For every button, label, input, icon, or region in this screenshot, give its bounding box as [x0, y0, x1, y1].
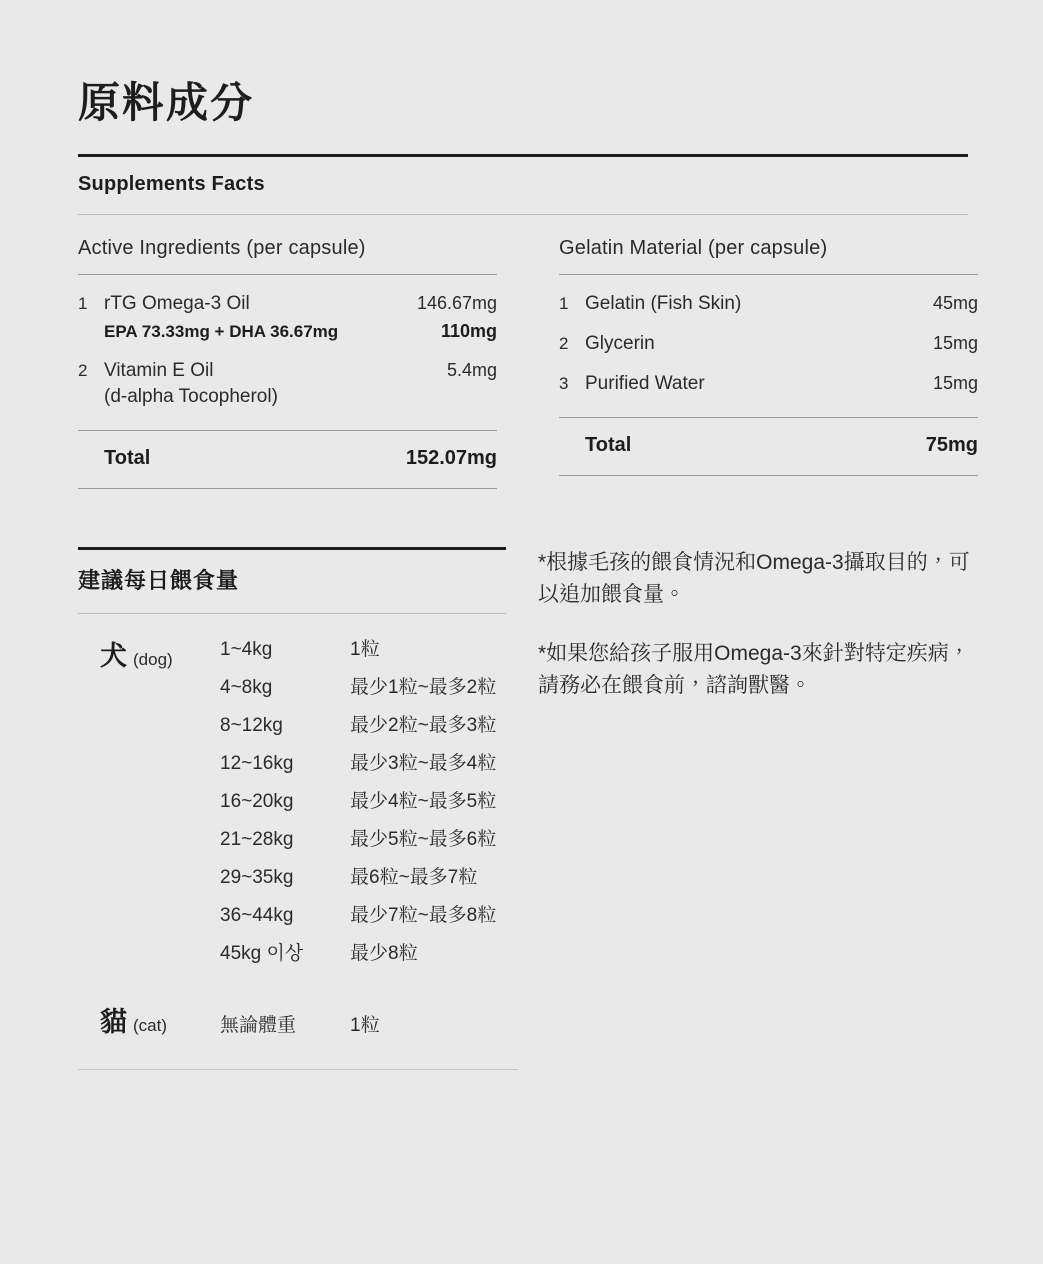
row-index: 1	[78, 294, 88, 314]
row-index: 1	[559, 294, 569, 314]
dog-feeding-block	[78, 634, 518, 976]
feeding-divider-bottom	[78, 1069, 518, 1070]
dose-amount: 最少5粒~最多6粒	[350, 829, 497, 851]
weight-range: 16~20kg	[220, 791, 294, 813]
dog-label	[100, 634, 220, 976]
total-label: Total	[585, 434, 632, 457]
weight-range: 12~16kg	[220, 753, 294, 775]
row-index: 3	[559, 374, 569, 394]
total-divider-top	[78, 430, 497, 431]
feeding-divider-top	[78, 547, 506, 550]
total-row	[559, 434, 978, 457]
dose-amount: 最少2粒~最多3粒	[350, 715, 497, 737]
table-row	[220, 862, 496, 900]
dose-amount: 1粒	[350, 639, 380, 661]
facts-columns	[78, 237, 978, 489]
row-index: 2	[559, 334, 569, 354]
dog-feeding-table	[220, 634, 496, 976]
dose-amount: 1粒	[350, 1015, 380, 1037]
cat-label-en: (cat)	[133, 1016, 167, 1036]
total-value: 152.07mg	[405, 447, 497, 470]
row-value: 15mg	[932, 333, 978, 354]
total-label: Total	[104, 447, 151, 470]
dose-amount: 最少3粒~最多4粒	[350, 753, 497, 775]
row-name: rTG Omega-3 Oil	[104, 293, 250, 315]
weight-range: 1~4kg	[220, 639, 273, 661]
note-consult-vet: *如果您給孩子服用Omega-3來針對特定疾病，請務必在餵食前，諮詢獸醫。	[538, 642, 970, 697]
weight-range: 無論體重	[220, 1015, 297, 1037]
table-row	[220, 748, 496, 786]
cat-feeding-block	[78, 1000, 518, 1039]
active-ingredients-heading-divider	[78, 274, 497, 275]
row-index: 2	[78, 361, 88, 381]
total-divider-bottom	[559, 475, 978, 476]
note-feeding-adjust: *根據毛孩的餵食情況和Omega-3攝取目的，可以追加餵食量。	[538, 551, 970, 606]
supplements-facts-divider	[78, 214, 968, 215]
weight-range: 8~12kg	[220, 715, 283, 737]
row-name: Glycerin	[585, 333, 655, 355]
row-value: 5.4mg	[446, 360, 497, 381]
weight-range: 36~44kg	[220, 905, 294, 927]
feeding-divider-mid	[78, 613, 506, 614]
dose-amount: 最少8粒	[350, 943, 418, 965]
table-row	[78, 360, 497, 382]
cat-label-cjk: 貓	[100, 1007, 127, 1038]
dose-amount: 最少4粒~最多5粒	[350, 791, 497, 813]
active-ingredients-column	[78, 237, 497, 489]
gelatin-material-heading-divider	[559, 274, 978, 275]
total-divider-bottom	[78, 488, 497, 489]
row-value: 15mg	[932, 373, 978, 394]
dose-amount: 最少7粒~最多8粒	[350, 905, 497, 927]
cat-label	[100, 1000, 220, 1039]
feeding-title: 建議每日餵食量	[78, 568, 240, 594]
row-name: Vitamin E Oil	[104, 360, 214, 382]
total-value: 75mg	[925, 434, 978, 457]
table-row	[220, 672, 496, 710]
subrow-name: EPA 73.33mg + DHA 36.67mg	[104, 322, 339, 342]
weight-range: 4~8kg	[220, 677, 273, 699]
total-divider-top	[559, 417, 978, 418]
row-value: 146.67mg	[416, 293, 497, 314]
subrow-value: 110mg	[440, 321, 497, 342]
supplements-facts-label: Supplements Facts	[78, 173, 265, 196]
table-row	[220, 786, 496, 824]
table-row	[78, 293, 497, 315]
weight-range: 21~28kg	[220, 829, 294, 851]
dose-amount: 最少1粒~最多2粒	[350, 677, 497, 699]
total-row	[78, 447, 497, 470]
table-row	[220, 938, 496, 976]
gelatin-material-heading: Gelatin Material (per capsule)	[559, 237, 828, 260]
row-value: 45mg	[932, 293, 978, 314]
table-row	[559, 333, 978, 355]
gelatin-material-column	[559, 237, 978, 489]
weight-range: 29~35kg	[220, 867, 294, 889]
table-row	[220, 634, 496, 672]
notes-column	[518, 547, 988, 1070]
table-subrow	[78, 321, 497, 342]
table-row	[220, 824, 496, 862]
row-name-continuation: (d-alpha Tocopherol)	[104, 386, 278, 408]
row-name: Purified Water	[585, 373, 705, 395]
table-row	[559, 373, 978, 395]
active-ingredients-heading: Active Ingredients (per capsule)	[78, 237, 366, 260]
table-row	[559, 293, 978, 315]
dose-amount: 最6粒~最多7粒	[350, 867, 478, 889]
weight-range: 45kg 이상	[220, 943, 304, 965]
dog-label-en: (dog)	[133, 650, 173, 670]
table-row	[220, 900, 496, 938]
dog-label-cjk: 犬	[100, 641, 127, 672]
title-divider	[78, 154, 968, 157]
page-title: 原料成分	[78, 79, 255, 126]
row-name: Gelatin (Fish Skin)	[585, 293, 742, 315]
feeding-and-notes	[78, 547, 988, 1070]
feeding-guide	[78, 547, 518, 1070]
table-row	[220, 710, 496, 748]
